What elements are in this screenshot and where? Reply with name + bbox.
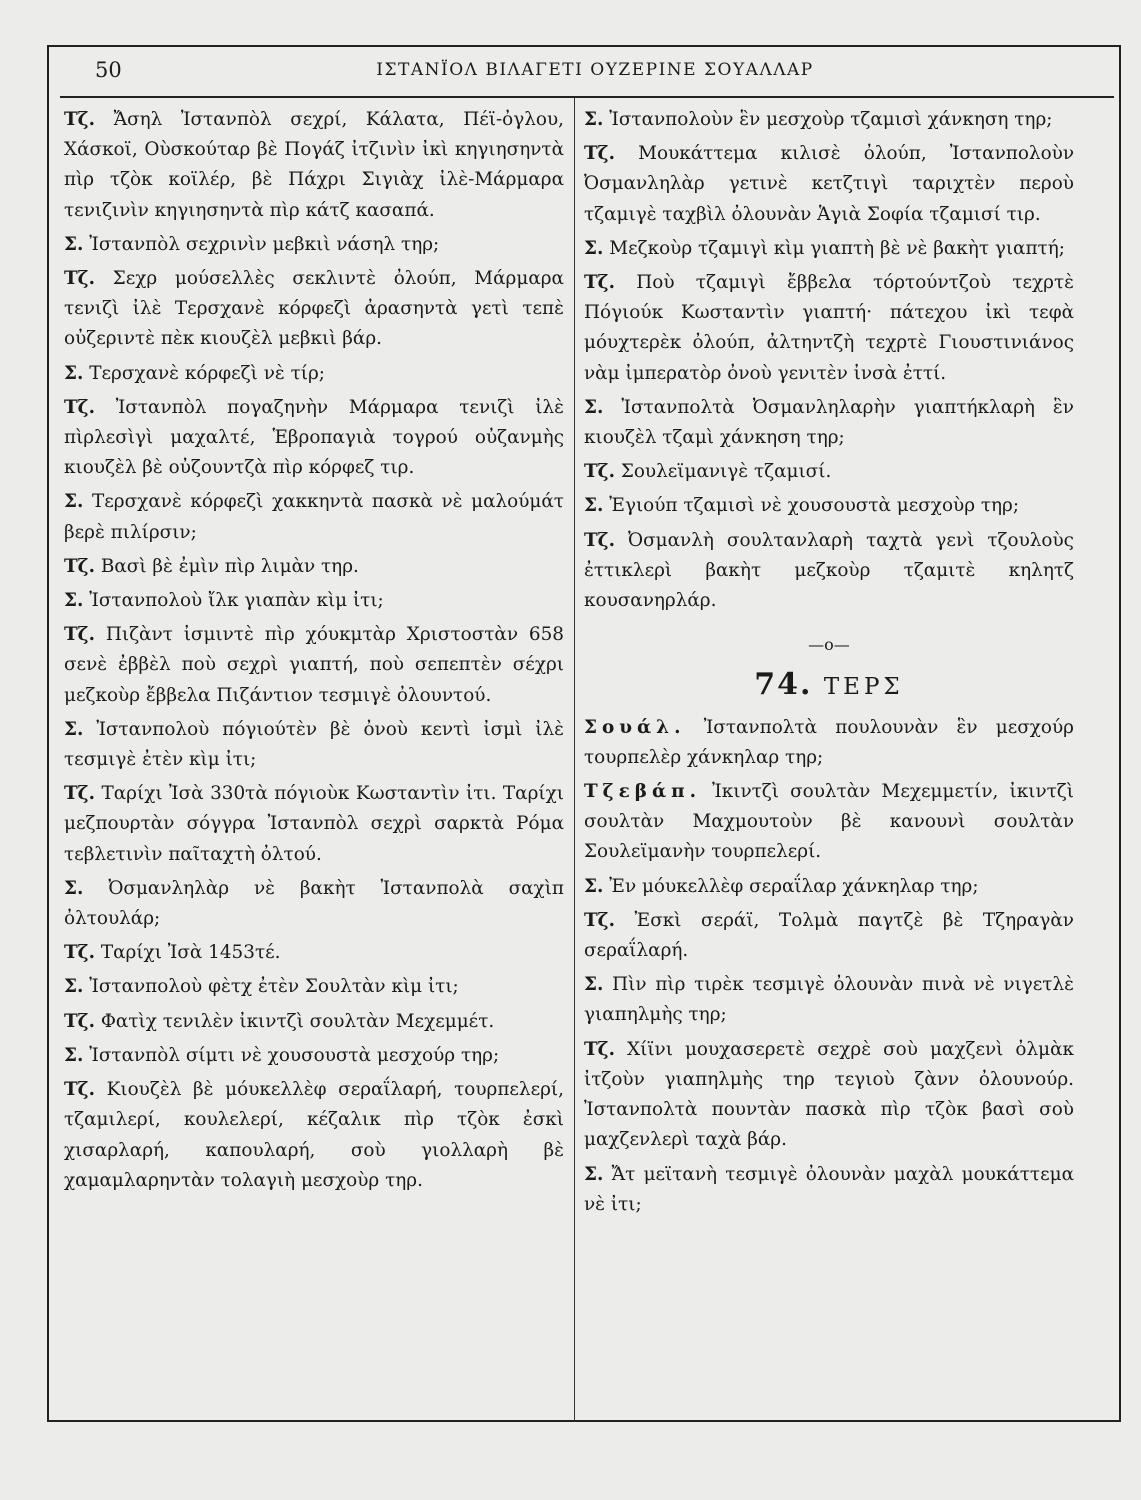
dialogue-line: Τζ. Χίϊνι μουχασερετὲ σεχρὲ σοὺ μαχζενὶ ὀλμὰκ ἰτζοὺν γιαπηλμὴς τηρ τεγιοὺ ζὰνν ὀλουνούρ. Ἰστανπολτὰ πουντὰν πασκὰ πὶρ τζὸκ βασὶ σοὺ μαχζενλερὶ ταχὰ βάρ.: [584, 1038, 1074, 1151]
dialogue-line: Σ. Ἰστανπολοὺν ἓν μεσχοὺρ τζαμισὶ χάνκηση τηρ;: [584, 109, 1053, 130]
dialogue-line: Τζ. Μουκάττεμα κιλισὲ ὀλούπ, Ἰστανπολοὺν Ὀσμανληλὰρ γετινὲ κετζτιγὶ ταριχτὲν περοὺ τζαμιγὲ ταχβὶλ ὀλουνὰν Ἁγιὰ Σοφία τζαμισί τιρ.: [584, 143, 1074, 225]
dialogue-line: Σ. Ἐν μόυκελλὲφ σεραΐλαρ χάνκηλαρ τηρ;: [584, 875, 979, 897]
dialogue-line: Τζεβάπ. Ἰκιντζὶ σουλτὰν Μεχεμμετίν, ἰκιντζὶ σουλτὰν Μαχμουτοὺν βὲ κανουνὶ σουλτὰν Σουλεϊμανὴν τουρπελερί.: [584, 781, 1074, 863]
section-title: ΤΕΡΣ: [823, 674, 904, 701]
dialogue-line: Τζ. Πιζὰντ ἰσμιντὲ πὶρ χόυκμτὰρ Χριστοστὰν 658 σενὲ ἐββὲλ ποὺ σεχρὶ γιαπτή, ποὺ σεπεπτὲν σέχρι μεζκοὺρ ἔββελα Πιζάντιον τεσμιγὲ ὀλουντού.: [64, 624, 564, 706]
dialogue-line: Τζ. Ποὺ τζαμιγὶ ἔββελα τόρτούντζοὺ τεχρτὲ Πόγιούκ Κωσταντὶν γιαπτή· πάτεχου ἰκὶ τεφὰ μόυχτερὲκ ὀλούπ, ἀλτηντζὴ τεχρτὲ Γιουστινιάνος νὰμ ἰμπερατὸρ ὀνοὺ γενιτὲν ἰνσὰ ἐττί.: [584, 272, 1074, 384]
page-number: 50: [95, 58, 122, 82]
dialogue-line: Τζ. Κιουζὲλ βὲ μόυκελλὲφ σεραΐλαρή, τουρπελερί, τζαμιλερί, κουλελερί, κέζαλικ πὶρ τζὸκ ἐσκὶ χισαρλαρή, καπουλαρή, σοὺ γιολλαρὴ βὲ χαμαμλαρηντὰν τολαγιὴ μεσχοὺρ τηρ.: [64, 1079, 564, 1191]
dialogue-line: Τζ. Ταρίχι Ἰσὰ 1453τέ.: [64, 942, 281, 964]
dialogue-line: Τζ. Ταρίχι Ἰσὰ 330τὰ πόγιοὺκ Κωσταντὶν ἰτι. Ταρίχι μεζπουρτὰν σόγγρα Ἰστανπὸλ σεχρὶ σαρκτὰ Ρόμα τεβλετινὶν παῖταχτὴ ὀλτού.: [64, 783, 564, 865]
section-number: 74.: [754, 667, 813, 703]
dialogue-line: Τζ. Ἄσηλ Ἰστανπὸλ σεχρί, Κάλατα, Πέϊ-ὀγλου, Χάσκοϊ, Οὺσκούταρ βὲ Πογάζ ἰτζινὶν ἰκὶ κηγιησηντὰ πὶρ τζὸκ κοϊλέρ, βὲ Πάχρι Σιγιὰχ ἰλὲ-Μάρμαρα τενιζινὶν κηγιησηντὰ πὶρ κάτζ κασαπά.: [64, 109, 564, 221]
dialogue-line: Σ. Ἰστανπολοὺ φὲτχ ἐτὲν Σουλτὰν κὶμ ἰτι;: [64, 976, 459, 998]
dialogue-line: Σ. Ἄτ μεϊτανὴ τεσμιγὲ ὀλουνὰν μαχὰλ μουκάττεμα νὲ ἰτι;: [584, 1163, 1074, 1215]
header-rule: [60, 96, 1114, 98]
dialogue-line: Σ. Ἰστανπολοὺ ἴλκ γιαπὰν κὶμ ἰτι;: [64, 590, 384, 612]
dialogue-line: Τζ. Ὀσμανλὴ σουλτανλαρὴ ταχτὰ γενὶ τζουλοὺς ἐττικλερὶ βακὴτ μεζκοὺρ τζαμιτὲ κηλητζ κουσανηρλάρ.: [584, 529, 1074, 612]
left-column: [64, 105, 564, 1200]
page-header: [95, 58, 1095, 96]
section-separator: —ο—: [808, 635, 850, 655]
dialogue-line: Σ. Ἰστανπὸλ σίμτι νὲ χουσουστὰ μεσχούρ τηρ;: [64, 1044, 500, 1066]
dialogue-line: Σ. Ἐγιούπ τζαμισὶ νὲ χουσουστὰ μεσχοὺρ τηρ;: [584, 495, 1020, 517]
dialogue-line: Σ. Ἰστανπὸλ σεχρινὶν μεβκιὶ νάσηλ τηρ;: [64, 233, 440, 255]
dialogue-line: Σ. Ἰστανπολοὺ πόγιούτὲν βὲ ὀνοὺ κεντὶ ἰσμὶ ἰλὲ τεσμιγὲ ἐτὲν κὶμ ἰτι;: [64, 718, 564, 771]
dialogue-line: Τζ. Φατὶχ τενιλὲν ἰκιντζὶ σουλτὰν Μεχεμμέτ.: [64, 1010, 495, 1032]
dialogue-line: Σ. Πὶν πὶρ τιρὲκ τεσμιγὲ ὀλουνὰν πινὰ νὲ νιγετλὲ γιαπηλμὴς τηρ;: [584, 974, 1074, 1026]
running-title: ΙΣΤΑΝΪΟΛ ΒΙΛΑΓΕΤΙ ΟΥΖΕΡΙΝΕ ΣΟΥΑΛΛΑΡ: [376, 60, 814, 80]
section-heading: [584, 667, 1074, 703]
dialogue-line: Τζ. Ἐσκὶ σεράϊ, Τολμὰ παγτζὲ βὲ Τζηραγὰν σεραΐλαρή.: [584, 909, 1074, 962]
right-column: [584, 105, 1074, 1224]
column-divider: [574, 98, 575, 1422]
dialogue-line: Σ. Ἰστανπολτὰ Ὀσμανληλαρὴν γιαπτήκλαρὴ ἓν κιουζὲλ τζαμὶ χάνκηση τηρ;: [584, 396, 1074, 449]
dialogue-line: Σ. Μεζκοὺρ τζαμιγὶ κὶμ γιαπτὴ βὲ νὲ βακὴτ γιαπτή;: [584, 237, 1065, 259]
dialogue-line: Τζ. Ἰστανπὸλ πογαζηνὴν Μάρμαρα τενιζὶ ἰλὲ πὶρλεσὶγὶ μαχαλτέ, Ἑβροπαγιὰ τογρού οὐζανμὴς κιουζὲλ βὲ οὐζουντζὰ πὶρ κόρφεζ τιρ.: [64, 396, 564, 479]
dialogue-line: Σ. Τερσχανὲ κόρφεζὶ νὲ τίρ;: [64, 362, 325, 384]
dialogue-line: Σουάλ. Ἰστανπολτὰ πουλουνὰν ἓν μεσχούρ τουρπελὲρ χάνκηλαρ τηρ;: [584, 716, 1074, 768]
dialogue-line: Τζ. Σουλεϊμανιγὲ τζαμισί.: [584, 461, 832, 483]
dialogue-line: Σ. Ὀσμανληλὰρ νὲ βακὴτ Ἰστανπολὰ σαχὶπ ὀλτουλάρ;: [64, 877, 564, 930]
dialogue-line: Σ. Τερσχανὲ κόρφεζὶ χακκηντὰ πασκὰ νὲ μαλούμάτ βερὲ πιλίρσιν;: [64, 491, 564, 543]
dialogue-line: Τζ. Σεχρ μούσελλὲς σεκλιντὲ ὀλούπ, Μάρμαρα τενιζὶ ἰλὲ Τερσχανὲ κόρφεζὶ ἀρασηντὰ γετὶ τεπὲ οὐζεριντὲ πὲκ κιουζὲλ μεβκιὶ βάρ.: [64, 268, 564, 350]
dialogue-line: Τζ. Βασὶ βὲ ἐμὶν πὶρ λιμὰν τηρ.: [64, 555, 359, 577]
